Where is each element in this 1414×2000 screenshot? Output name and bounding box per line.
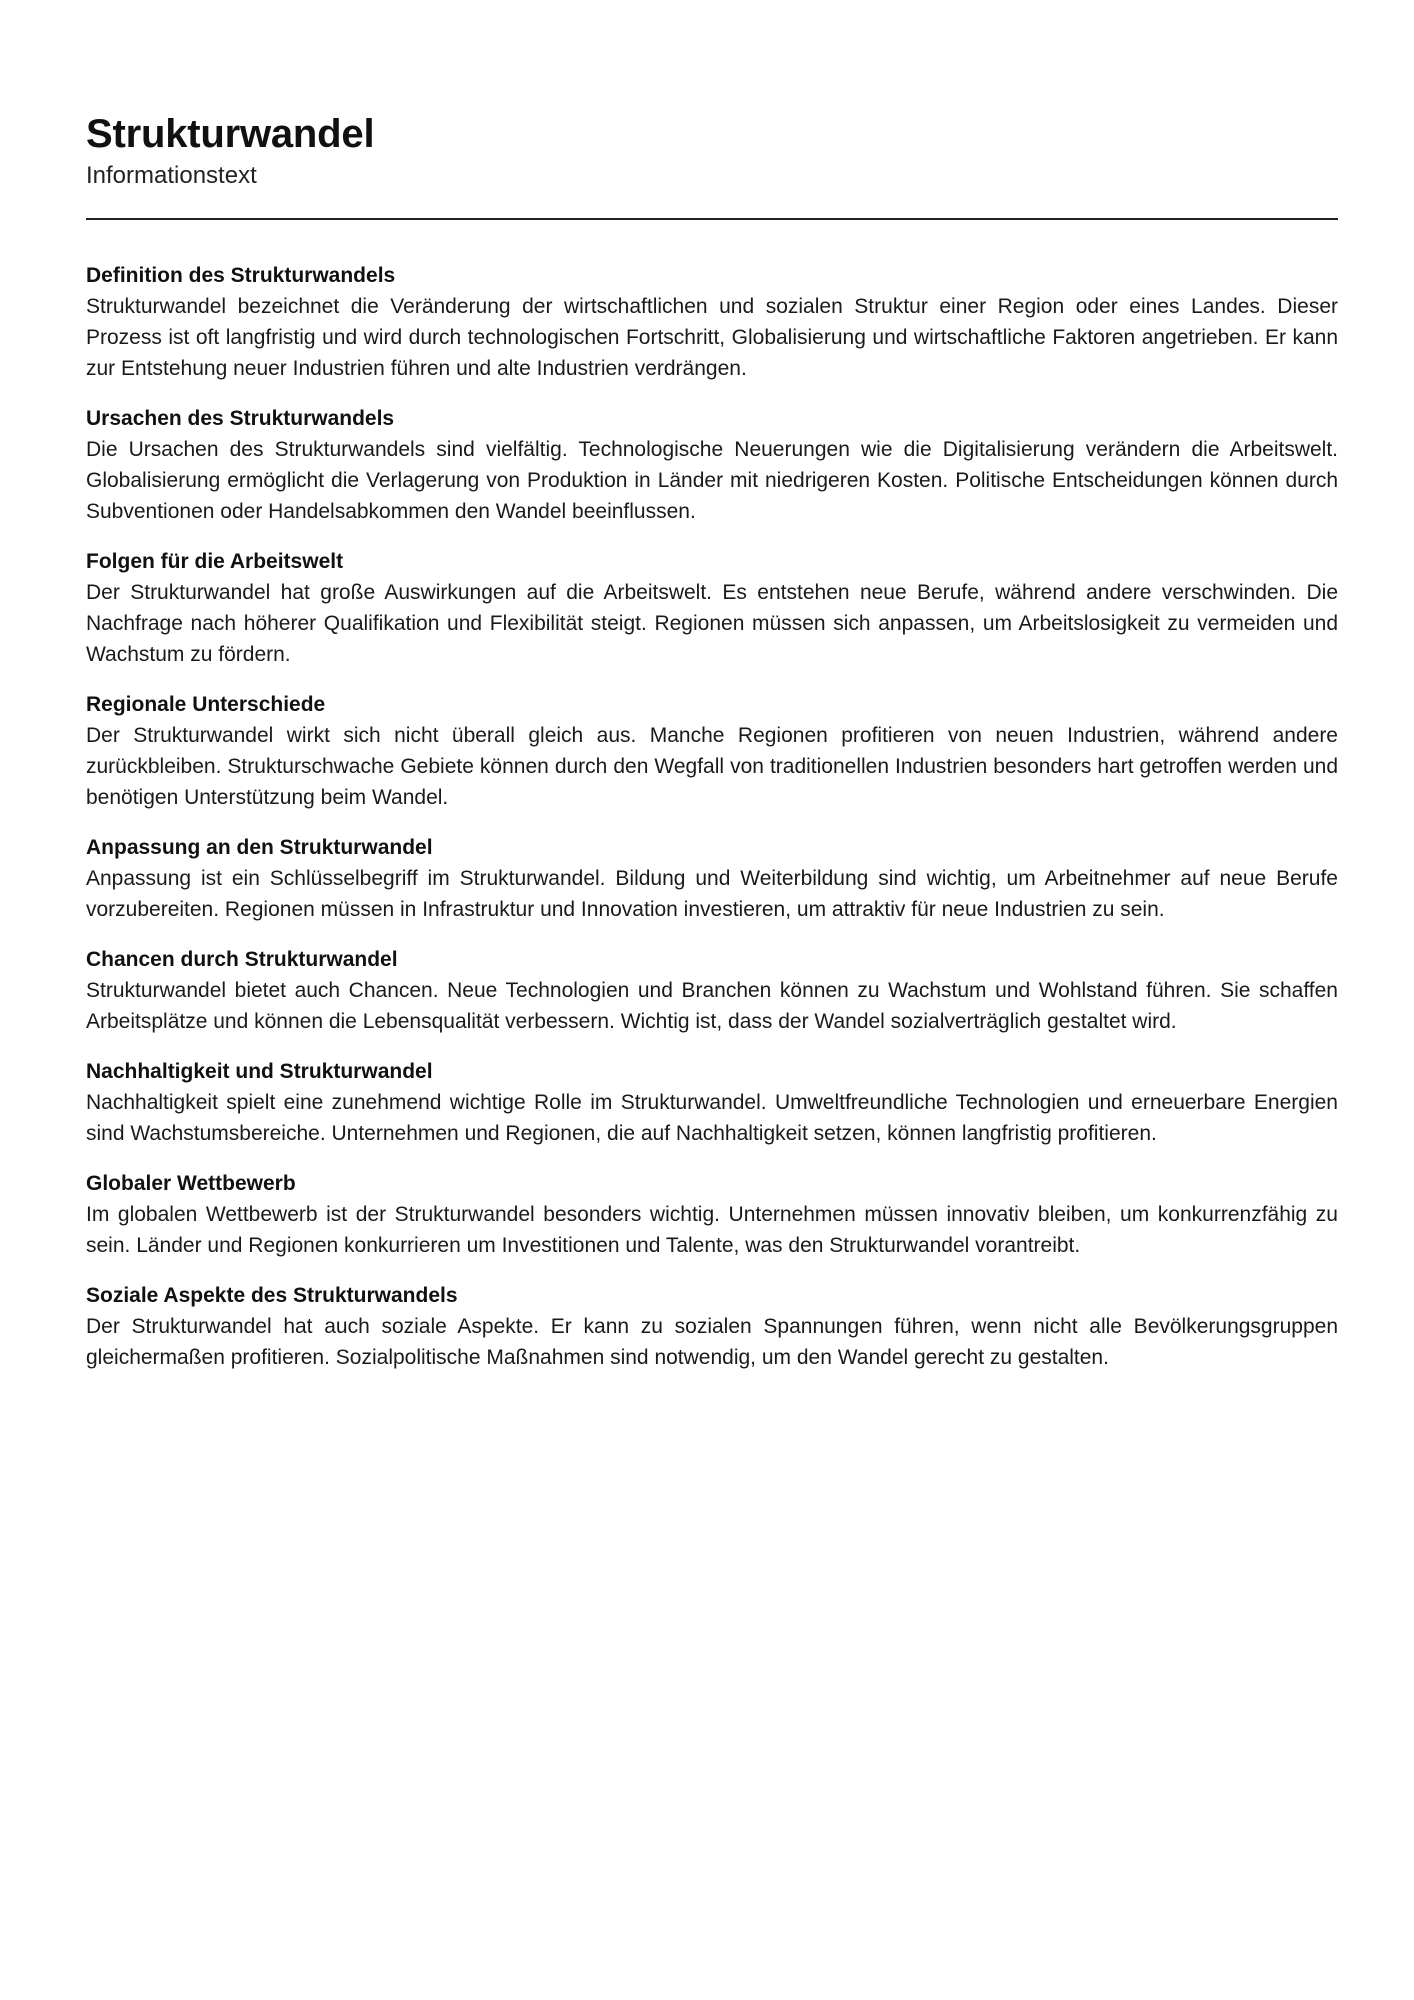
section-heading: Globaler Wettbewerb [86,1172,296,1195]
section-definition [86,260,1338,384]
section-body: Die Ursachen des Strukturwandels sind vielfältig. Technologische Neuerungen wie die Digitalisierung verändern die Arbeitswelt. Globalisierung ermöglicht die Verlagerung von Produktion in Länder mit niedrigeren Kosten. Politische Entscheidungen können durch Subventionen oder Handelsabkommen den Wandel beeinflussen. [86,438,1338,523]
section-heading: Ursachen des Strukturwandels [86,407,395,430]
section-globaler-wettbewerb [86,1168,1338,1261]
section-body: Der Strukturwandel hat auch soziale Aspekte. Er kann zu sozialen Spannungen führen, wenn nicht alle Bevölkerungsgruppen gleichermaßen profitieren. Sozialpolitische Maßnahmen sind notwendig, um den Wandel gerecht zu gestalten. [86,1315,1338,1369]
section-soziale-aspekte [86,1280,1338,1373]
page-subtitle: Informationstext [86,162,257,189]
header-divider [86,218,1338,220]
section-body: Strukturwandel bietet auch Chancen. Neue Technologien und Branchen können zu Wachstum und Wohlstand führen. Sie schaffen Arbeitsplätze und können die Lebensqualität verbessern. Wichtig ist, dass der Wandel sozialverträglich gestaltet wird. [86,979,1338,1033]
document-page [86,110,1338,1392]
section-body: Im globalen Wettbewerb ist der Strukturwandel besonders wichtig. Unternehmen müssen innovativ bleiben, um konkurrenzfähig zu sein. Länder und Regionen konkurrieren um Investitionen und Talente, was den Strukturwandel vorantreibt. [86,1203,1338,1257]
section-heading: Anpassung an den Strukturwandel [86,836,433,859]
section-body: Strukturwandel bezeichnet die Veränderung der wirtschaftlichen und sozialen Struktur einer Region oder eines Landes. Dieser Prozess ist oft langfristig und wird durch technologischen Fortschritt, Globalisierung und wirtschaftliche Faktoren angetrieben. Er kann zur Entstehung neuer Industrien führen und alte Industrien verdrängen. [86,295,1338,380]
section-regionale-unterschiede [86,689,1338,813]
section-heading: Regionale Unterschiede [86,693,326,716]
section-heading: Definition des Strukturwandels [86,264,396,287]
section-nachhaltigkeit [86,1056,1338,1149]
section-ursachen [86,403,1338,527]
section-body: Der Strukturwandel wirkt sich nicht überall gleich aus. Manche Regionen profitieren von neuen Industrien, während andere zurückbleiben. Strukturschwache Gebiete können durch den Wegfall von traditionellen Industrien besonders hart getroffen werden und benötigen Unterstützung beim Wandel. [86,724,1338,809]
section-body: Anpassung ist ein Schlüsselbegriff im Strukturwandel. Bildung und Weiterbildung sind wichtig, um Arbeitnehmer auf neue Berufe vorzubereiten. Regionen müssen in Infrastruktur und Innovation investieren, um attraktiv für neue Industrien zu sein. [86,867,1338,921]
section-heading: Nachhaltigkeit und Strukturwandel [86,1060,433,1083]
section-chancen [86,944,1338,1037]
section-body: Der Strukturwandel hat große Auswirkungen auf die Arbeitswelt. Es entstehen neue Berufe, während andere verschwinden. Die Nachfrage nach höherer Qualifikation und Flexibilität steigt. Regionen müssen sich anpassen, um Arbeitslosigkeit zu vermeiden und Wachstum zu fördern. [86,581,1338,666]
section-folgen-arbeitswelt [86,546,1338,670]
section-heading: Chancen durch Strukturwandel [86,948,398,971]
section-anpassung [86,832,1338,925]
section-heading: Folgen für die Arbeitswelt [86,550,344,573]
page-title: Strukturwandel [86,112,375,156]
section-body: Nachhaltigkeit spielt eine zunehmend wichtige Rolle im Strukturwandel. Umweltfreundliche Technologien und erneuerbare Energien sind Wachstumsbereiche. Unternehmen und Regionen, die auf Nachhaltigkeit setzen, können langfristig profitieren. [86,1091,1338,1145]
section-heading: Soziale Aspekte des Strukturwandels [86,1284,458,1307]
